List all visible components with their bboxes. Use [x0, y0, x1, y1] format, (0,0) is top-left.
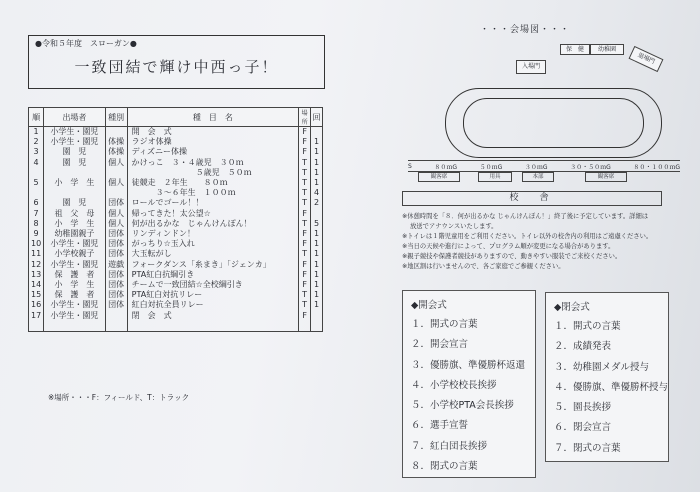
closing-item: ５．園長挨拶 [554, 402, 612, 414]
row-round: 1 [313, 290, 320, 300]
row-round: 1 [313, 147, 320, 157]
row-number: 1 [29, 127, 44, 138]
row-participant: 祖 父 母 [44, 209, 106, 219]
program-row [29, 219, 323, 229]
program-row [29, 178, 323, 188]
row-number: 14 [29, 280, 44, 290]
row-participant: 幼稚園親子 [44, 229, 106, 239]
program-row [29, 147, 323, 157]
distance-80-100: ８０・１００ｍG [633, 163, 680, 171]
row-round: 5 [313, 218, 320, 228]
row-round: 1 [313, 167, 320, 177]
row-place: T [299, 290, 311, 300]
row-event: PTA紅白抗綱引き [127, 270, 299, 280]
row-event: 何が出るかな じゃんけんぽん！ [127, 219, 299, 229]
program-row [29, 158, 323, 168]
row-place: F [299, 280, 311, 290]
row-number: 4 [29, 158, 44, 168]
row-place: F [299, 127, 311, 138]
seat-headquarters: 本部 [522, 172, 554, 182]
row-number [29, 168, 44, 178]
distance-30-50: ３０・５０ｍG [570, 163, 611, 171]
row-event: ５歳児 ５０ｍ [127, 168, 299, 178]
row-type: 団体 [105, 300, 127, 310]
row-event: PTA紅白対抗リレー [127, 290, 299, 300]
closing-item: ２．成績発表 [554, 341, 612, 353]
opening-item: ２．開会宣言 [411, 339, 469, 351]
spacer-cell [44, 321, 106, 332]
row-place: F [299, 311, 311, 321]
row-number: 6 [29, 198, 44, 208]
distance-30: ３０ｍG [524, 163, 548, 171]
row-participant: 園 児 [44, 198, 106, 208]
row-type: 団体 [105, 270, 127, 280]
opening-ceremony-box [402, 290, 536, 478]
opening-item: ３．優勝旗、準優勝杯返還 [411, 359, 526, 371]
opening-item: ７．紅白団長挨拶 [411, 440, 488, 452]
row-number: 5 [29, 178, 44, 188]
program-body [29, 127, 323, 332]
opening-list [411, 315, 525, 477]
row-place: T [299, 219, 311, 229]
row-type: 団体 [105, 280, 127, 290]
row-round: 1 [313, 178, 320, 188]
header-round: 回 [311, 108, 323, 127]
row-round: 1 [313, 269, 320, 279]
row-participant: 小学生・園児 [44, 300, 106, 310]
program-row [29, 249, 323, 259]
row-number [29, 188, 44, 198]
start-label: S [408, 162, 412, 170]
program-row-spacer [29, 321, 323, 332]
row-number: 2 [29, 137, 44, 147]
row-round: 1 [313, 249, 320, 259]
program-row [29, 209, 323, 219]
row-participant: 小 学 生 [44, 280, 106, 290]
program-row [29, 198, 323, 208]
row-participant: 小学生・園児 [44, 137, 106, 147]
row-participant: 保 護 者 [44, 270, 106, 280]
track-inner [463, 98, 644, 148]
row-place: T [299, 168, 311, 178]
row-round: 1 [313, 259, 320, 269]
note-3: ※当日の天候や進行によって、プログラム順が変更になる場合があります。 [402, 243, 615, 250]
header-who: 出場者 [44, 108, 106, 127]
spacer-cell [311, 321, 323, 332]
note-1: ※休憩時間を「８．何が出るかな じゃんけんぽん！」終了後に予定しています。詳細は [402, 213, 649, 220]
row-type [105, 168, 127, 178]
row-place: T [299, 158, 311, 168]
closing-item: ６．閉会宣言 [554, 422, 612, 434]
header-no: 順 [29, 108, 44, 127]
place-note: ※場所・・・F：フィールド、T：トラック [48, 393, 190, 402]
program-row [29, 260, 323, 270]
seat-guest-left: 観客席 [418, 172, 460, 182]
program-row [29, 239, 323, 249]
row-event: ロールでゴール！！ [127, 198, 299, 208]
row-place: F [299, 229, 311, 239]
header-kind: 種別 [105, 108, 127, 127]
note-2: ※トイレは１階児童用をご利用ください。トイレ以外の校舎内の利用はご遠慮ください。 [402, 233, 653, 240]
row-event: かけっこ ３・４歳児 ３０ｍ [127, 158, 299, 168]
row-number: 3 [29, 147, 44, 157]
closing-item: ７．閉式の言葉 [554, 442, 621, 454]
row-type [105, 127, 127, 138]
row-type: 個人 [105, 158, 127, 168]
row-event: ラジオ体操 [127, 137, 299, 147]
closing-item: １．開式の言葉 [554, 321, 621, 332]
row-type: 個人 [105, 178, 127, 188]
program-row [29, 280, 323, 290]
row-round: 1 [313, 137, 320, 147]
row-event: 開 会 式 [127, 127, 299, 138]
slogan-box [28, 35, 325, 89]
opening-item: １．開式の言葉 [411, 319, 478, 330]
entry-gate: 入場門 [516, 60, 546, 74]
closing-title: ◆閉会式 [554, 302, 590, 313]
spacer-cell [299, 321, 311, 332]
row-participant [44, 168, 106, 178]
distance-bar [408, 160, 680, 172]
row-number: 12 [29, 260, 44, 270]
row-number: 17 [29, 311, 44, 321]
program-row [29, 270, 323, 280]
row-event: 大玉転がし [127, 249, 299, 259]
row-type: 遊戯 [105, 260, 127, 270]
row-participant: 小学生・園児 [44, 311, 106, 321]
closing-ceremony-box [545, 292, 669, 462]
row-round: 1 [313, 280, 320, 290]
row-participant: 小学生・園児 [44, 239, 106, 249]
slogan-text: 一致団結で輝け中西っ子！ [74, 58, 279, 76]
row-participant: 小 学 生 [44, 178, 106, 188]
slogan-heading: ●令和５年度 スローガン● [35, 39, 137, 48]
row-number: 9 [29, 229, 44, 239]
row-type: 個人 [105, 209, 127, 219]
row-participant [44, 188, 106, 198]
row-type: 団体 [105, 290, 127, 300]
kindergarten-building: 幼稚園 [590, 44, 624, 55]
program-row [29, 290, 323, 300]
row-round: 1 [313, 300, 320, 310]
row-number: 10 [29, 239, 44, 249]
spacer-cell [127, 321, 299, 332]
row-event: がっちり☆玉入れ [127, 239, 299, 249]
row-round: 1 [313, 157, 320, 167]
program-table [28, 107, 323, 332]
row-type [105, 311, 127, 321]
row-type: 団体 [105, 229, 127, 239]
row-participant: 保 護 者 [44, 290, 106, 300]
row-event: ３〜６年生 １００ｍ [127, 188, 299, 198]
program-row [29, 127, 323, 138]
header-event: 種 目 名 [127, 108, 299, 127]
row-place: F [299, 209, 311, 219]
row-place: F [299, 147, 311, 157]
row-event: チームで一致団結☆全校綱引き [127, 280, 299, 290]
row-round: 1 [313, 229, 320, 239]
row-number: 13 [29, 270, 44, 280]
seat-guest-right: 観客席 [585, 172, 627, 182]
row-number: 8 [29, 219, 44, 229]
row-number: 16 [29, 300, 44, 310]
program-row [29, 188, 323, 198]
nurse-room: 保 健 [560, 44, 590, 55]
row-round [311, 311, 323, 321]
row-participant: 小学校親子 [44, 249, 106, 259]
row-event: 徒競走 ２年生 ８０ｍ [127, 178, 299, 188]
opening-item: ６．選手宣誓 [411, 420, 469, 432]
opening-item: ４．小学校校長挨拶 [411, 379, 497, 391]
row-type: 体操 [105, 147, 127, 157]
distance-50: ５０ｍG [479, 163, 503, 171]
row-round [311, 127, 323, 138]
program-row [29, 311, 323, 321]
row-number: 7 [29, 209, 44, 219]
row-place: F [299, 260, 311, 270]
opening-item: ８．閉式の言葉 [411, 461, 478, 473]
row-place: F [299, 239, 311, 249]
row-event: 閉 会 式 [127, 311, 299, 321]
row-place: T [299, 249, 311, 259]
row-round: 2 [313, 198, 320, 208]
spacer-cell [105, 321, 127, 332]
row-place: T [299, 198, 311, 208]
row-type: 団体 [105, 239, 127, 249]
notes-list [402, 212, 682, 272]
row-participant: 小学生・園児 [44, 127, 106, 138]
seat-equipment: 用具 [478, 172, 512, 182]
row-type: 個人 [105, 219, 127, 229]
row-place: T [299, 178, 311, 188]
row-type: 団体 [105, 249, 127, 259]
row-place: F [299, 137, 311, 147]
row-participant: 小 学 生 [44, 219, 106, 229]
program-row [29, 137, 323, 147]
closing-item: ４．優勝旗、準優勝杯授与 [554, 381, 669, 393]
row-event: フォークダンス「糸まき」「ジェンカ」 [127, 260, 299, 270]
opening-title: ◆開会式 [411, 300, 447, 311]
program-row [29, 300, 323, 310]
row-round: 4 [313, 188, 320, 198]
row-event: 紅白対抗全員リレー [127, 300, 299, 310]
row-round [311, 209, 323, 219]
row-participant: 小学生・園児 [44, 260, 106, 270]
distance-80: ８０ｍG [434, 163, 458, 171]
program-row [29, 229, 323, 239]
spacer-cell [29, 321, 44, 332]
row-event: 帰ってきた！太公望☆ [127, 209, 299, 219]
opening-item: ５．小学校PTA会長挨拶 [411, 400, 514, 412]
closing-item: ３．幼稚園メダル授与 [554, 361, 650, 373]
row-type: 体操 [105, 137, 127, 147]
row-number: 15 [29, 290, 44, 300]
school-building: 校 舎 [402, 191, 662, 206]
program-header-row [29, 108, 323, 127]
row-event: ディズニー体操 [127, 147, 299, 157]
note-5: ※地区割は行いませんので、各ご家庭でご参観ください。 [402, 263, 565, 270]
header-place: 場所 [299, 108, 311, 127]
map-title: ・・・会場図・・・ [480, 25, 571, 35]
row-participant: 園 児 [44, 147, 106, 157]
exit-gate: 退場門 [629, 46, 664, 72]
row-event: リンディンドン！ [127, 229, 299, 239]
row-place: T [299, 300, 311, 310]
row-place: T [299, 188, 311, 198]
closing-list [554, 317, 668, 459]
note-1b: 放送でアナウンスいたします。 [410, 223, 498, 230]
row-round: 1 [313, 239, 320, 249]
row-number: 11 [29, 249, 44, 259]
row-place: F [299, 270, 311, 280]
row-type: 団体 [105, 198, 127, 208]
row-participant: 園 児 [44, 158, 106, 168]
program-row [29, 168, 323, 178]
note-4: ※親子競技や保護者競技がありますので、動きやすい服装でご来校ください。 [402, 253, 622, 260]
row-type [105, 188, 127, 198]
